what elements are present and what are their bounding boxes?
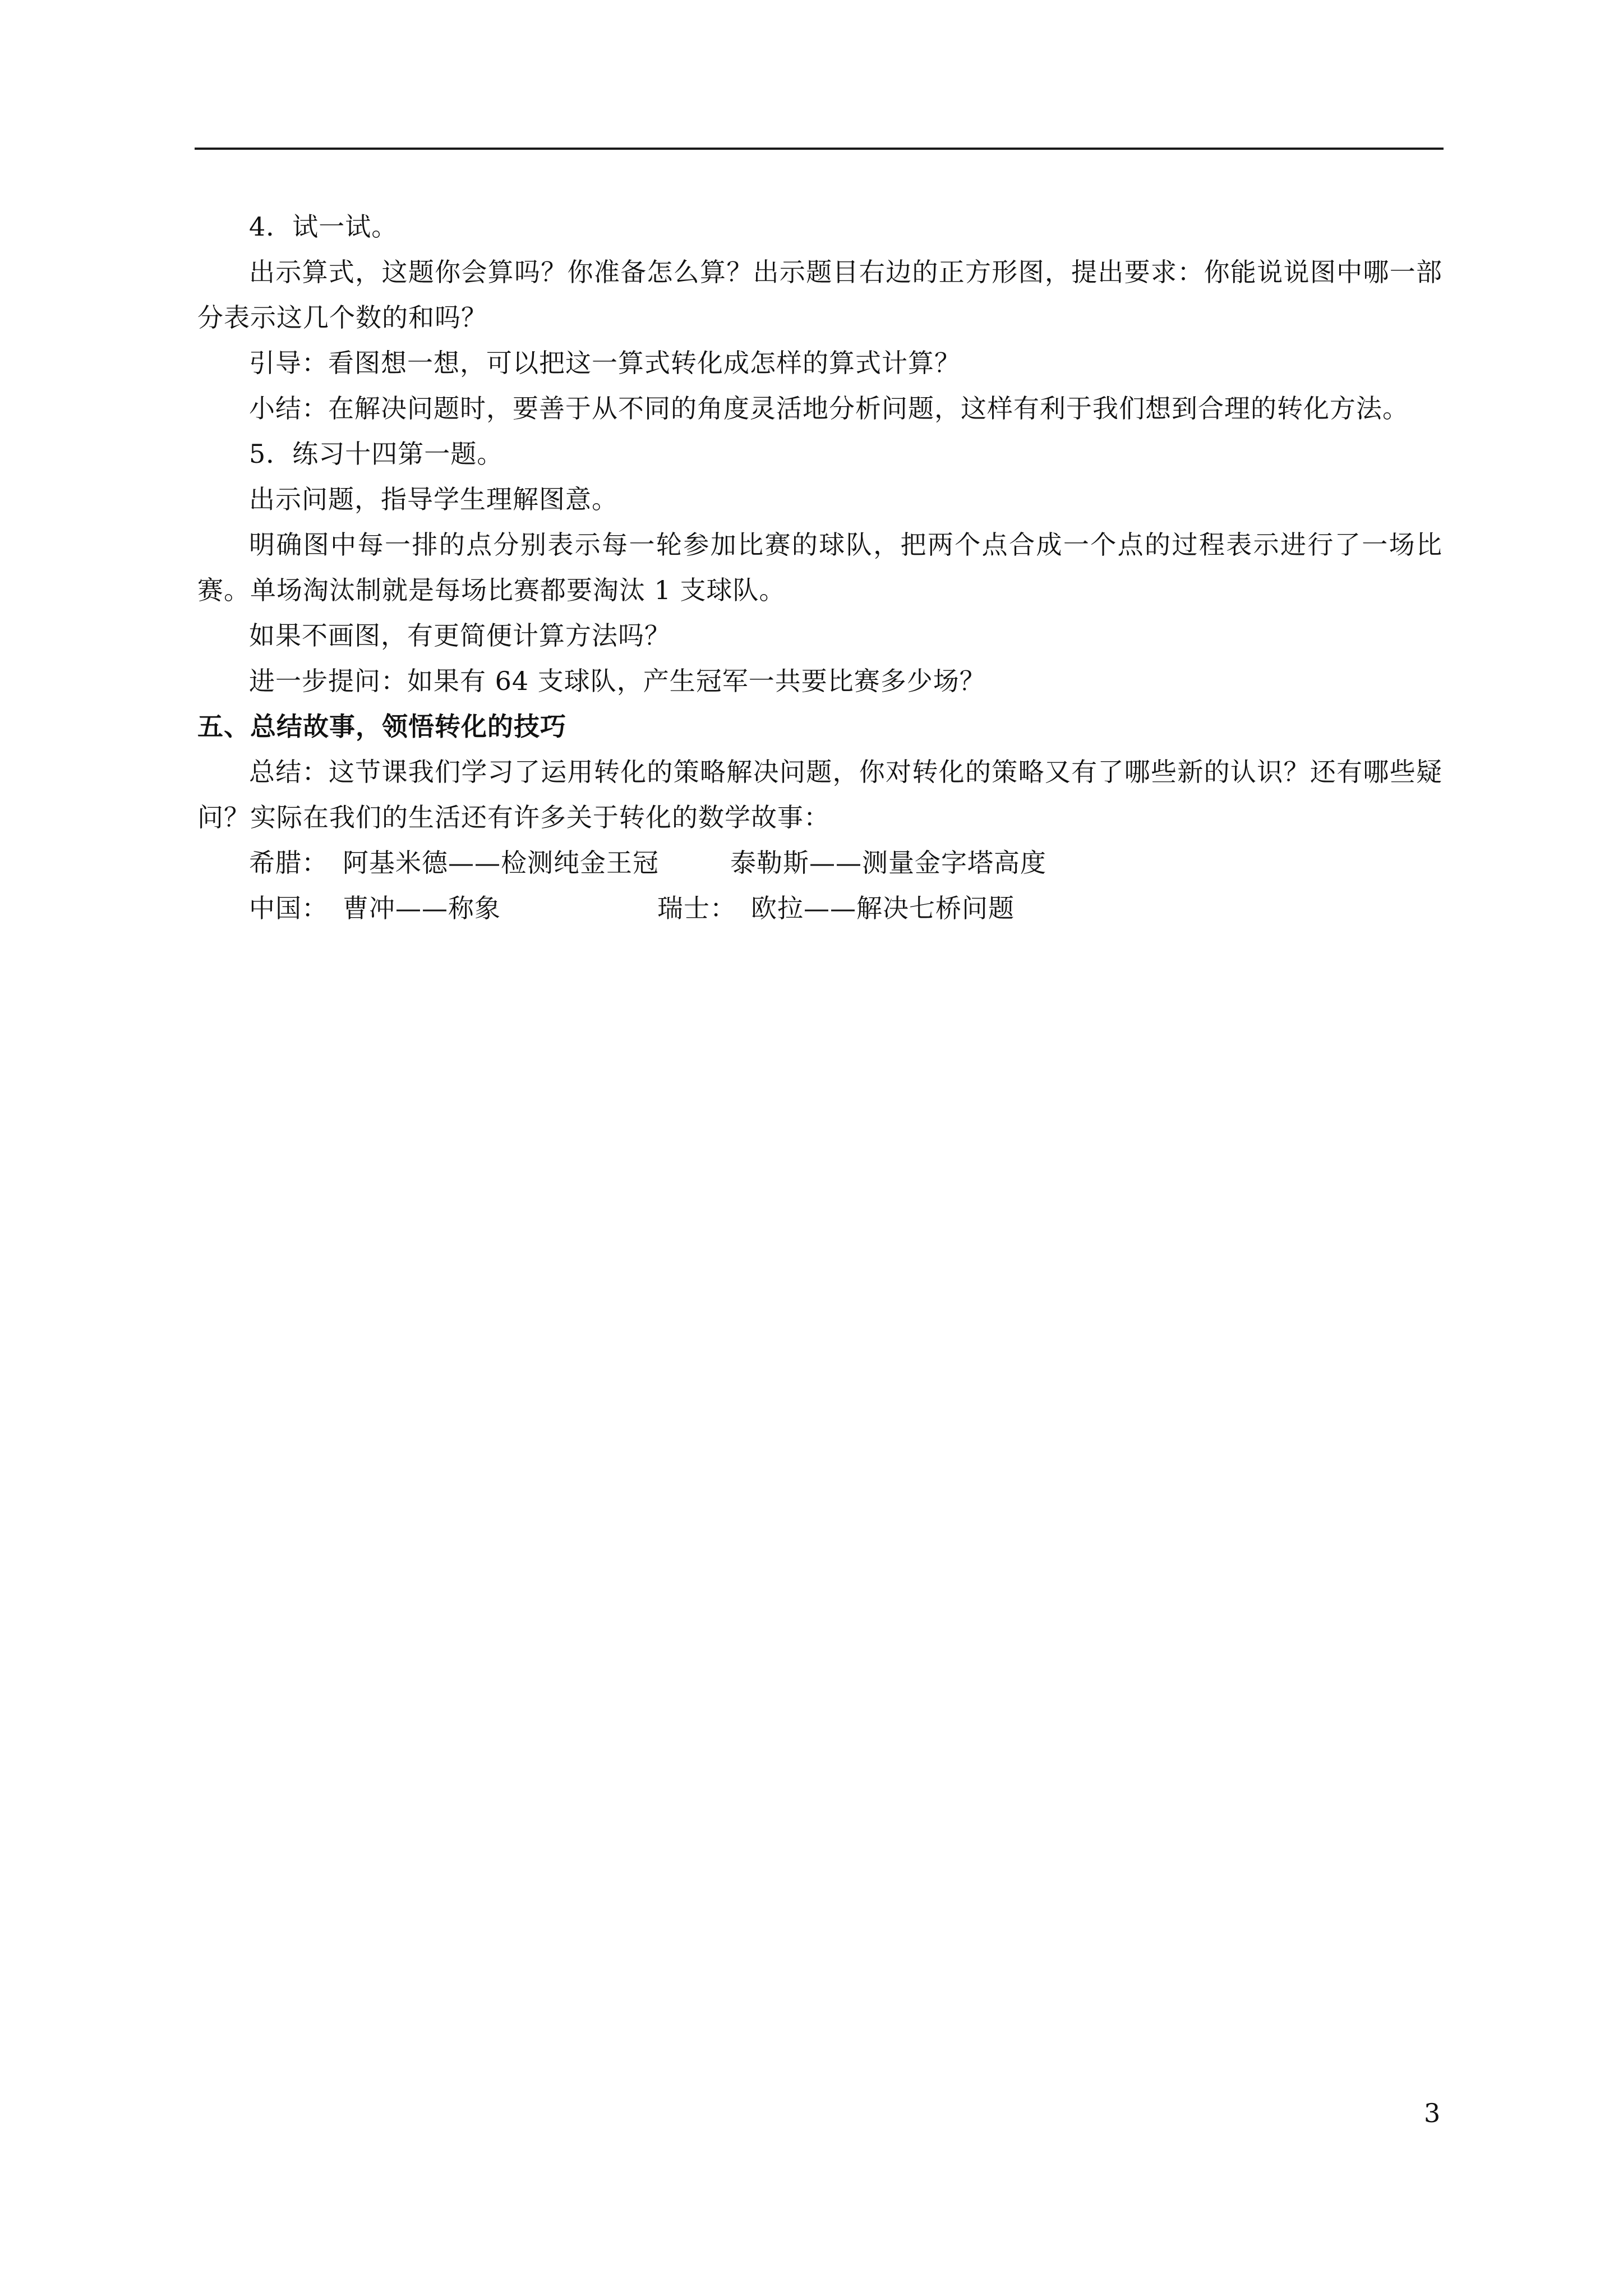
paragraph-show-problem: 出示问题，指导学生理解图意。 [249,484,618,514]
story-country: 泰勒斯 [730,848,809,878]
document-body [197,204,1442,931]
paragraph-explain-diagram: 明确图中每一排的点分别表示每一轮参加比赛的球队，把两个点合成一个点的过程表示进行了一场比赛。单场淘汰制就是每场比赛都要淘汰 1 支球队。 [197,530,1442,605]
story-row-1 [197,840,1442,886]
paragraph-exercise: 5．练习十四第一题。 [249,439,504,469]
paragraph-try: 4．试一试。 [249,211,398,242]
story-country: 希腊： [249,848,328,878]
story-item [249,840,730,886]
paragraph-guide: 引导：看图想一想，可以把这一算式转化成怎样的算式计算？ [249,348,961,378]
story-row-2 [197,886,1442,931]
paragraph-further-question: 进一步提问：如果有 64 支球队，产生冠军一共要比赛多少场？ [249,666,986,696]
story-text: ——测量金字塔高度 [809,848,1046,878]
story-text: 欧拉——解决七桥问题 [751,893,1015,923]
paragraph-summary-small: 小结：在解决问题时，要善于从不同的角度灵活地分析问题，这样有利于我们想到合理的转化方法。 [249,393,1409,424]
paragraph-show-formula: 出示算式，这题你会算吗？你准备怎么算？出示题目右边的正方形图，提出要求：你能说说图中哪一部分表示这几个数的和吗？ [197,257,1442,333]
story-text: 曹冲——称象 [343,893,501,923]
paragraph-simpler-method: 如果不画图，有更简便计算方法吗？ [249,620,671,651]
story-country: 中国： [249,893,328,923]
paragraph-conclusion: 总结：这节课我们学习了运用转化的策略解决问题，你对转化的策略又有了哪些新的认识？还有哪些疑问？实际在我们的生活还有许多关于转化的数学故事： [197,757,1442,832]
page-number: 3 [1424,2098,1441,2128]
header-rule [195,148,1444,150]
story-item [657,886,1015,931]
story-item [730,840,1046,886]
story-text: 阿基米德——检测纯金王冠 [343,848,659,878]
story-country: 瑞士： [657,893,736,923]
section-heading: 五、总结故事，领悟转化的技巧 [197,711,566,742]
